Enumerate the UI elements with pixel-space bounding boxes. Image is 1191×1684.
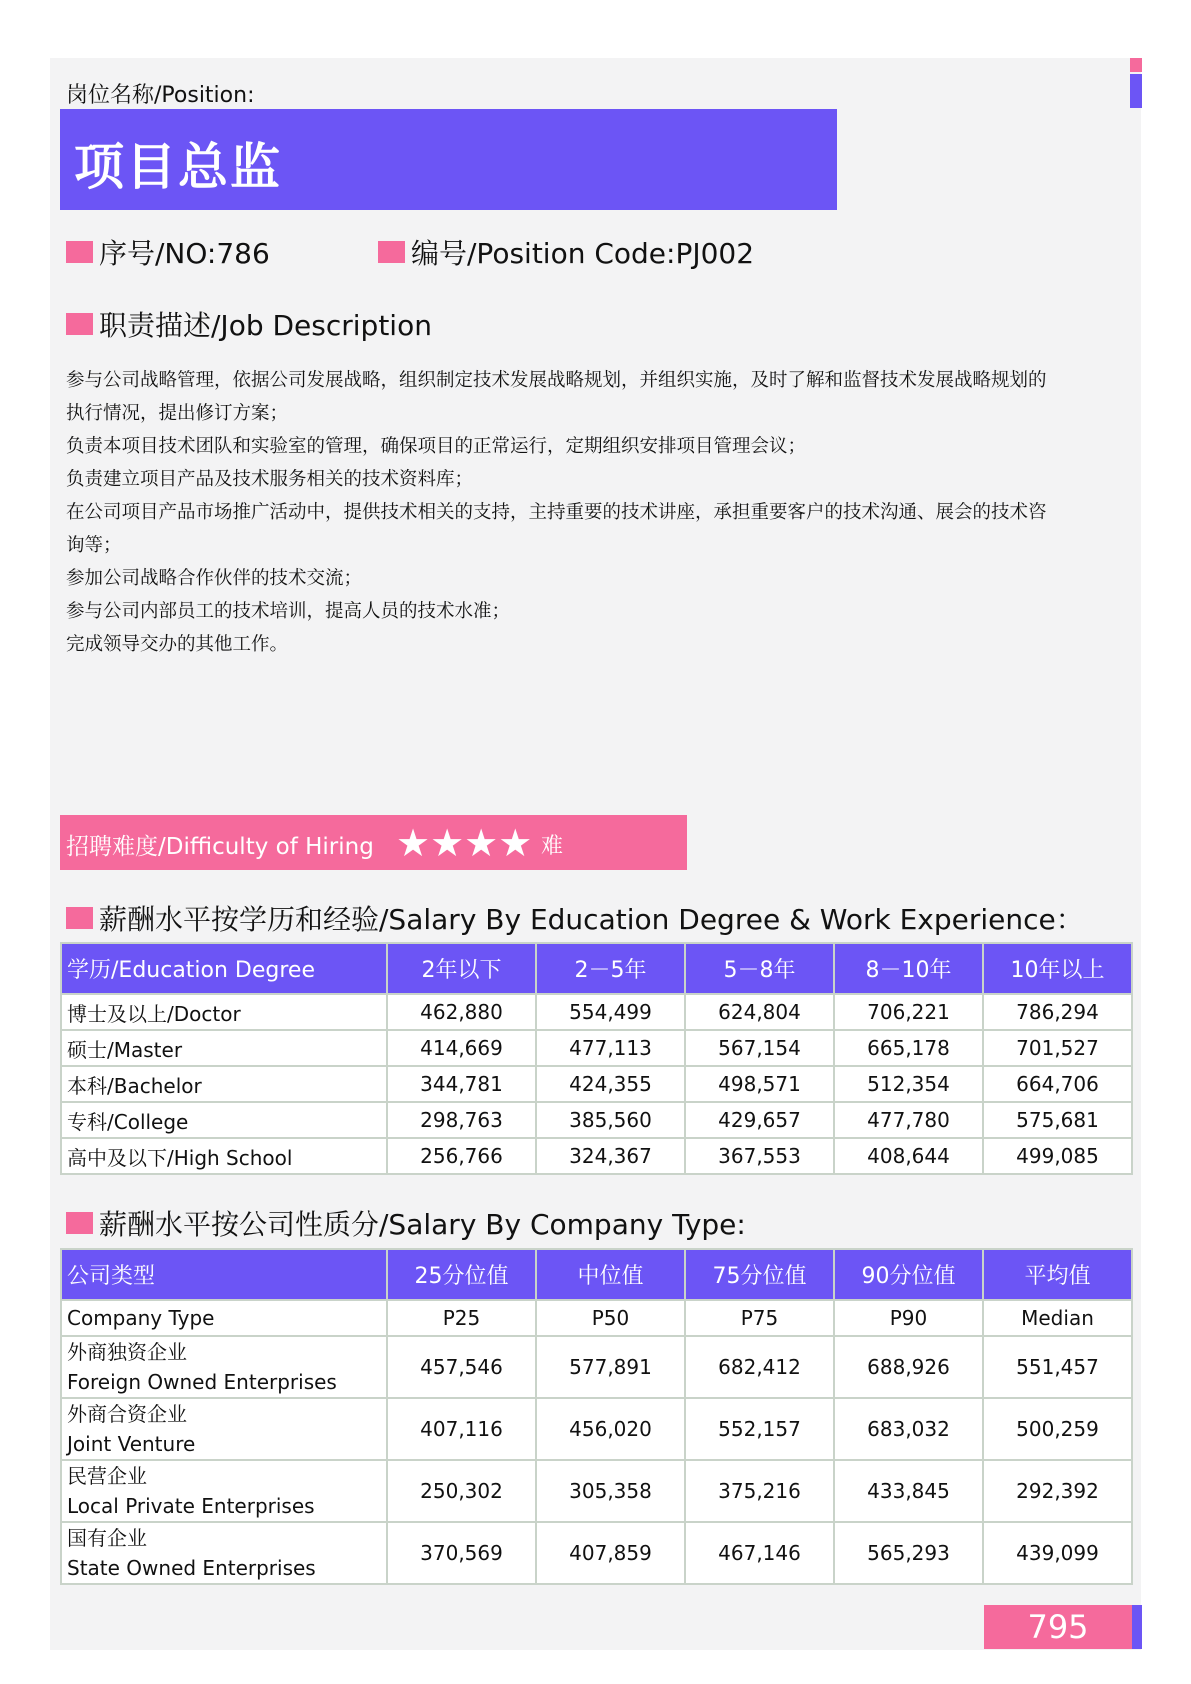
column-header: 5－8年: [685, 943, 834, 994]
table-cell: 701,527: [983, 1030, 1132, 1066]
difficulty-banner: [60, 815, 687, 870]
job-title: 项目总监: [74, 138, 282, 196]
table-cell: 344,781: [387, 1066, 536, 1102]
row-label: 博士及以上/Doctor: [61, 994, 387, 1030]
table-cell: 370,569: [387, 1522, 536, 1584]
table-subheader-row: [61, 1300, 1132, 1336]
column-header: 学历/Education Degree: [61, 943, 387, 994]
difficulty-label: 招聘难度/Difficulty of Hiring: [66, 834, 374, 860]
table-cell: 554,499: [536, 994, 685, 1030]
row-label: 本科/Bachelor: [61, 1066, 387, 1102]
table-cell: 500,259: [983, 1398, 1132, 1460]
table-cell: 624,804: [685, 994, 834, 1030]
description-line: 参加公司战略合作伙伴的技术交流；: [66, 568, 363, 589]
row-label: 专科/College: [61, 1102, 387, 1138]
table-cell: 665,178: [834, 1030, 983, 1066]
table-cell: 565,293: [834, 1522, 983, 1584]
row-label-en: Joint Venture: [67, 1432, 196, 1456]
position-label: 岗位名称/Position:: [66, 83, 255, 108]
table-cell: 567,154: [685, 1030, 834, 1066]
table-cell: 456,020: [536, 1398, 685, 1460]
table-cell: 467,146: [685, 1522, 834, 1584]
description-line: 在公司项目产品市场推广活动中，提供技术相关的支持，主持重要的技术讲座，承担重要客户的技术沟通、展会的技术咨: [66, 502, 1047, 523]
table-cell: 577,891: [536, 1336, 685, 1398]
table-cell: 688,926: [834, 1336, 983, 1398]
table-row: [61, 1522, 1132, 1584]
description-line: 负责本项目技术团队和实验室的管理，确保项目的正常运行，定期组织安排项目管理会议；: [66, 436, 807, 457]
table-cell: 552,157: [685, 1398, 834, 1460]
subheader-cell: Company Type: [61, 1300, 387, 1336]
row-label: [61, 1398, 387, 1460]
square-bullet-icon: [66, 313, 93, 335]
difficulty-level: 难: [541, 834, 564, 859]
row-label-en: Foreign Owned Enterprises: [67, 1370, 337, 1394]
position-number: 序号/NO:786: [99, 237, 270, 270]
column-header: 25分位值: [387, 1249, 536, 1300]
table-header-row: [61, 1249, 1132, 1300]
column-header: 平均值: [983, 1249, 1132, 1300]
subheader-cell: P25: [387, 1300, 536, 1336]
column-header: 公司类型: [61, 1249, 387, 1300]
table-cell: 439,099: [983, 1522, 1132, 1584]
row-label: [61, 1336, 387, 1398]
salary-company-table: [60, 1248, 1133, 1585]
column-header: 中位值: [536, 1249, 685, 1300]
table-row: [61, 1138, 1132, 1174]
square-bullet-icon: [66, 241, 93, 263]
position-code: 编号/Position Code:PJ002: [411, 237, 755, 270]
table-cell: 512,354: [834, 1066, 983, 1102]
table-cell: 477,780: [834, 1102, 983, 1138]
subheader-cell: Median: [983, 1300, 1132, 1336]
table-row: [61, 1336, 1132, 1398]
table-cell: 682,412: [685, 1336, 834, 1398]
row-label-zh: 外商独资企业: [67, 1340, 187, 1364]
page-number: 795: [984, 1605, 1132, 1649]
table-cell: 324,367: [536, 1138, 685, 1174]
code-line: [378, 232, 754, 272]
table-cell: 305,358: [536, 1460, 685, 1522]
row-label: 硕士/Master: [61, 1030, 387, 1066]
description-line: 负责建立项目产品及技术服务相关的技术资料库；: [66, 469, 474, 490]
row-label: [61, 1522, 387, 1584]
description-line: 执行情况，提出修订方案；: [66, 403, 289, 424]
table-cell: 462,880: [387, 994, 536, 1030]
column-header: 10年以上: [983, 943, 1132, 994]
subheader-cell: P50: [536, 1300, 685, 1336]
table-cell: 551,457: [983, 1336, 1132, 1398]
table-cell: 414,669: [387, 1030, 536, 1066]
job-description-text: [66, 364, 1136, 661]
square-bullet-icon: [378, 241, 405, 263]
row-label-zh: 民营企业: [67, 1464, 147, 1488]
table-cell: 256,766: [387, 1138, 536, 1174]
table-cell: 407,116: [387, 1398, 536, 1460]
table-row: [61, 994, 1132, 1030]
row-label: 高中及以下/High School: [61, 1138, 387, 1174]
table-cell: 407,859: [536, 1522, 685, 1584]
table-cell: 385,560: [536, 1102, 685, 1138]
table-cell: 706,221: [834, 994, 983, 1030]
column-header: 2－5年: [536, 943, 685, 994]
table-cell: 292,392: [983, 1460, 1132, 1522]
corner-accent-purple: [1130, 74, 1142, 108]
table-row: [61, 1102, 1132, 1138]
table-cell: 375,216: [685, 1460, 834, 1522]
description-line: 参与公司内部员工的技术培训，提高人员的技术水准；: [66, 601, 511, 622]
table-cell: 457,546: [387, 1336, 536, 1398]
table-row: [61, 1398, 1132, 1460]
table-cell: 408,644: [834, 1138, 983, 1174]
table-cell: 575,681: [983, 1102, 1132, 1138]
table-cell: 477,113: [536, 1030, 685, 1066]
column-header: 8－10年: [834, 943, 983, 994]
table-cell: 367,553: [685, 1138, 834, 1174]
table-cell: 433,845: [834, 1460, 983, 1522]
row-label-en: Local Private Enterprises: [67, 1494, 315, 1518]
square-bullet-icon: [66, 1212, 93, 1234]
table-row: [61, 1030, 1132, 1066]
table-cell: 298,763: [387, 1102, 536, 1138]
row-label: [61, 1460, 387, 1522]
salary-education-heading: 薪酬水平按学历和经验/Salary By Education Degree & Work Experience：: [66, 898, 1084, 938]
table-cell: 664,706: [983, 1066, 1132, 1102]
row-label-en: State Owned Enterprises: [67, 1556, 316, 1580]
subheader-cell: P75: [685, 1300, 834, 1336]
table-cell: 786,294: [983, 994, 1132, 1030]
table-cell: 250,302: [387, 1460, 536, 1522]
table-header-row: [61, 943, 1132, 994]
table-cell: 498,571: [685, 1066, 834, 1102]
description-line: 完成领导交办的其他工作。: [66, 634, 289, 655]
salary-company-heading: 薪酬水平按公司性质分/Salary By Company Type:: [66, 1203, 746, 1243]
description-line: 参与公司战略管理，依据公司发展战略，组织制定技术发展战略规划，并组织实施，及时了解和监督技术发展战略规划的: [66, 370, 1047, 391]
column-header: 75分位值: [685, 1249, 834, 1300]
subheader-cell: P90: [834, 1300, 983, 1336]
square-bullet-icon: [66, 907, 93, 929]
corner-accent-pink: [1130, 58, 1142, 72]
table-cell: 499,085: [983, 1138, 1132, 1174]
table-row: [61, 1066, 1132, 1102]
row-label-zh: 外商合资企业: [67, 1402, 187, 1426]
table-cell: 683,032: [834, 1398, 983, 1460]
table-cell: 429,657: [685, 1102, 834, 1138]
salary-education-table: [60, 942, 1133, 1175]
table-row: [61, 1460, 1132, 1522]
star-rating-icon: ★★★★: [396, 821, 533, 865]
table-cell: 424,355: [536, 1066, 685, 1102]
column-header: 90分位值: [834, 1249, 983, 1300]
job-description-heading: 职责描述/Job Description: [66, 304, 432, 344]
column-header: 2年以下: [387, 943, 536, 994]
number-line: [66, 232, 270, 272]
page-number-accent: [1132, 1605, 1142, 1649]
title-banner: [60, 109, 837, 210]
description-line: 询等；: [66, 535, 122, 556]
row-label-zh: 国有企业: [67, 1526, 147, 1550]
